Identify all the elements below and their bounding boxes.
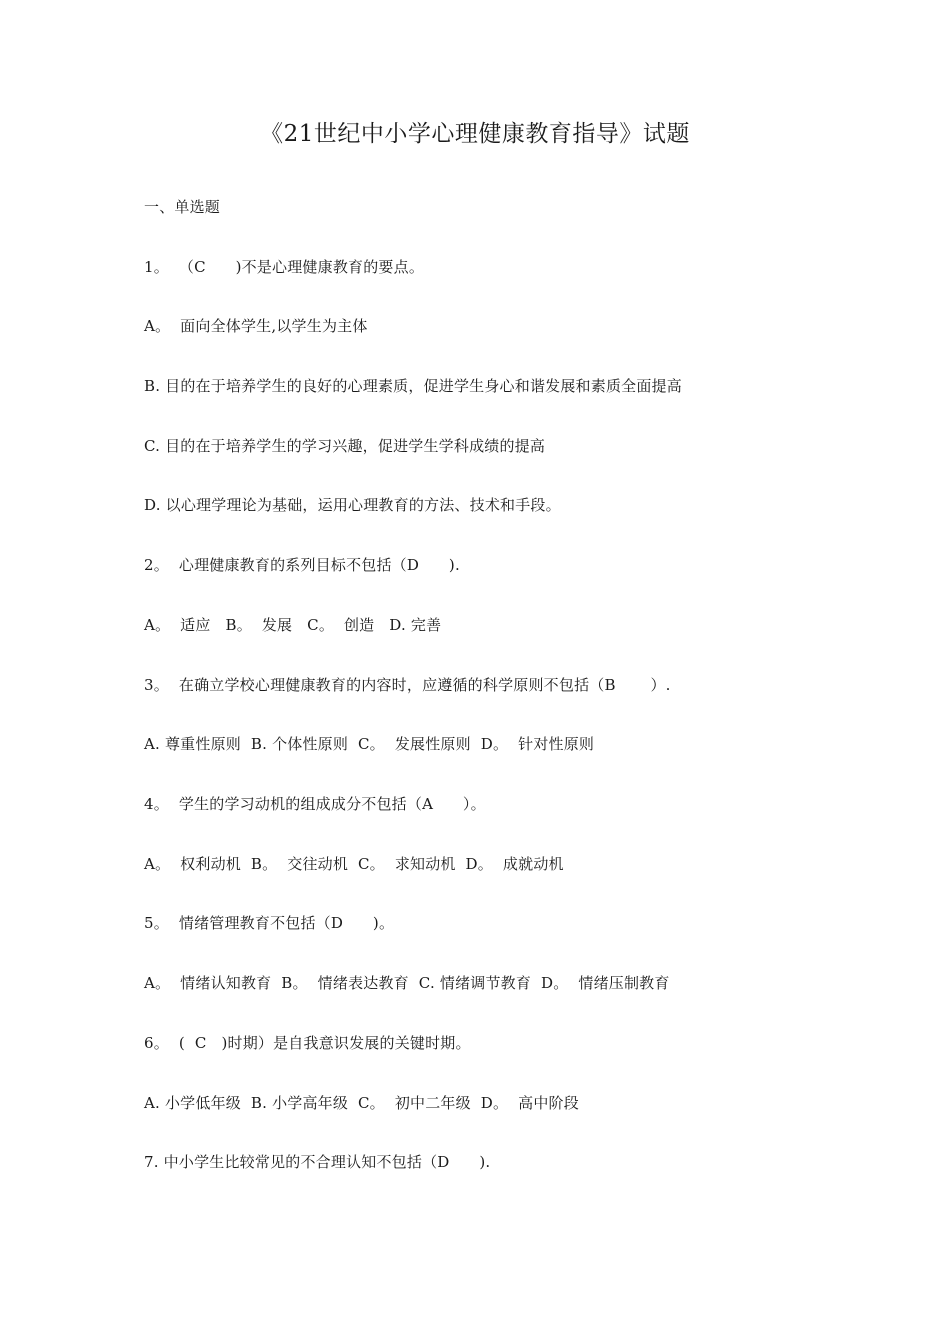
question-7: 7. 中小学生比较常见的不合理认知不包括（D ). (144, 1153, 491, 1171)
question-1-option-d: D. 以心理学理论为基础，运用心理教育的方法、技术和手段。 (144, 496, 561, 514)
question-2: 2。 心理健康教育的系列目标不包括（D ). (144, 556, 460, 574)
question-6-options: A. 小学低年级 B. 小学高年级 C。 初中二年级 D。 高中阶段 (144, 1094, 579, 1112)
question-5-options: A。 情绪认知教育 B。 情绪表达教育 C. 情绪调节教育 D。 情绪压制教育 (144, 974, 670, 992)
section-heading: 一、单选题 (144, 198, 221, 216)
question-5: 5。 情绪管理教育不包括（D )。 (144, 914, 395, 932)
question-1: 1。 （C )不是心理健康教育的要点。 (144, 258, 425, 276)
question-4-options: A。 权利动机 B。 交往动机 C。 求知动机 D。 成就动机 (144, 855, 564, 873)
question-3-options: A. 尊重性原则 B. 个体性原则 C。 发展性原则 D。 针对性原则 (144, 735, 595, 753)
question-1-option-b: B. 目的在于培养学生的良好的心理素质，促进学生身心和谐发展和素质全面提高 (144, 377, 682, 395)
question-3: 3。 在确立学校心理健康教育的内容时，应遵循的科学原则不包括（B ）. (144, 676, 671, 694)
question-2-options: A。 适应 B。 发展 C。 创造 D. 完善 (144, 616, 442, 634)
question-4: 4。 学生的学习动机的组成成分不包括（A ）。 (144, 795, 486, 813)
question-6: 6。 ( C )时期）是自我意识发展的关键时期。 (144, 1034, 471, 1052)
document-title: 《21世纪中小学心理健康教育指导》试题 (260, 121, 690, 147)
question-1-option-c: C. 目的在于培养学生的学习兴趣，促进学生学科成绩的提高 (144, 437, 546, 455)
question-1-option-a: A。 面向全体学生,以学生为主体 (144, 317, 368, 335)
